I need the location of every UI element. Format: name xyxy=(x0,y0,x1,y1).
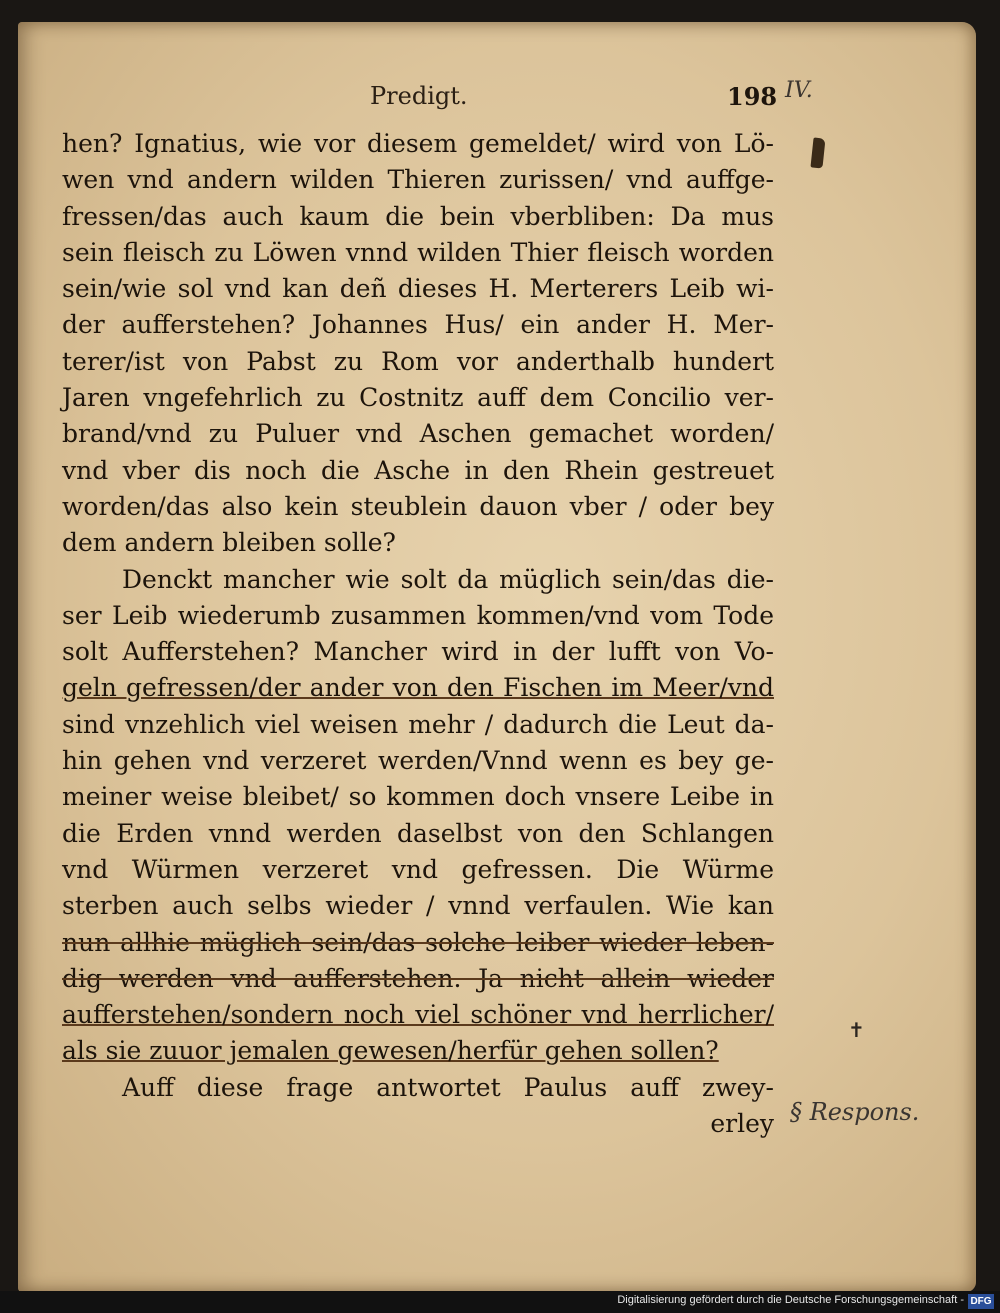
text-line: hen? Ignatius, wie vor diesem gemeldet/ wird von Lö- xyxy=(62,129,774,158)
text-line: dig werden vnd aufferstehen. Ja nicht allein wieder xyxy=(62,963,774,993)
text-line: als sie zuuor jemalen gewesen/herfür gehen sollen? xyxy=(62,1036,719,1066)
text-line: vnd vber dis noch die Asche in den Rhein gestreuet xyxy=(62,455,774,485)
text-line: der aufferstehen? Johannes Hus/ ein ander H. Mer- xyxy=(62,310,774,340)
text-line: Jaren vngefehrlich zu Costnitz auff dem Concilio ver- xyxy=(62,383,774,413)
running-head: Predigt. xyxy=(370,82,468,110)
text-line: terer/ist von Pabst zu Rom vor anderthalb hundert xyxy=(62,346,774,376)
text-line: meiner weise bleibet/ so kommen doch vnsere Leibe in xyxy=(62,782,774,812)
footer-bar xyxy=(0,1291,1000,1313)
text-line: dem andern bleiben solle? xyxy=(62,528,396,558)
text-line: aufferstehen/sondern noch viel schöner vnd herrlicher/ xyxy=(62,1000,774,1030)
text-line: vnd Würmen verzeret vnd gefressen. Die Würme xyxy=(62,854,774,884)
catchword: erley xyxy=(710,1109,774,1139)
margin-annotation: § Respons. xyxy=(790,1098,920,1126)
dfg-logo[interactable]: DFG xyxy=(968,1294,994,1309)
text-line: sein fleisch zu Löwen vnnd wilden Thier fleisch worden xyxy=(62,237,774,267)
text-line: sein/wie sol vnd kan deñ dieses H. Merterers Leib wi- xyxy=(62,274,774,304)
text-line: sind vnzehlich viel weisen mehr / dadurch die Leut da- xyxy=(62,709,774,739)
dagger-mark: ✝ xyxy=(848,1018,865,1042)
page-number: 198 xyxy=(727,82,778,111)
text-line: sterben auch selbs wieder / vnnd verfaulen. Wie kan xyxy=(62,891,774,921)
text-line: fressen/das auch kaum die bein vberbliben: Da mus xyxy=(62,201,774,231)
text-line: hin gehen vnd verzeret werden/Vnnd wenn es bey ge- xyxy=(62,746,774,776)
page-header xyxy=(0,78,1000,116)
text-line: die Erden vnnd werden daselbst von den Schlangen xyxy=(62,818,774,848)
text-line: worden/das also kein steublein dauon vber / oder bey xyxy=(62,491,774,521)
folio-note: IV. xyxy=(785,78,813,103)
text-line: nun allhie müglich sein/das solche leiber wieder leben- xyxy=(62,927,774,957)
text-line: geln gefressen/der ander von den Fischen im Meer/vnd xyxy=(62,673,774,703)
footer-credit: Digitalisierung gefördert durch die Deutsche Forschungsgemeinschaft - xyxy=(617,1294,964,1306)
text-line: solt Aufferstehen? Mancher wird in der lufft von Vo- xyxy=(62,637,774,667)
text-line: brand/vnd zu Puluer vnd Aschen gemachet worden/ xyxy=(62,419,774,449)
text-line: Auff diese frage antwortet Paulus auff zwey- xyxy=(122,1072,774,1102)
text-line: wen vnd andern wilden Thieren zurissen/ vnd auffge- xyxy=(62,165,774,195)
body-text xyxy=(62,126,774,1142)
text-line: ser Leib wiederumb zusammen kommen/vnd vom Tode xyxy=(62,600,774,630)
text-line: Denckt mancher wie solt da müglich sein/das die- xyxy=(122,564,774,594)
